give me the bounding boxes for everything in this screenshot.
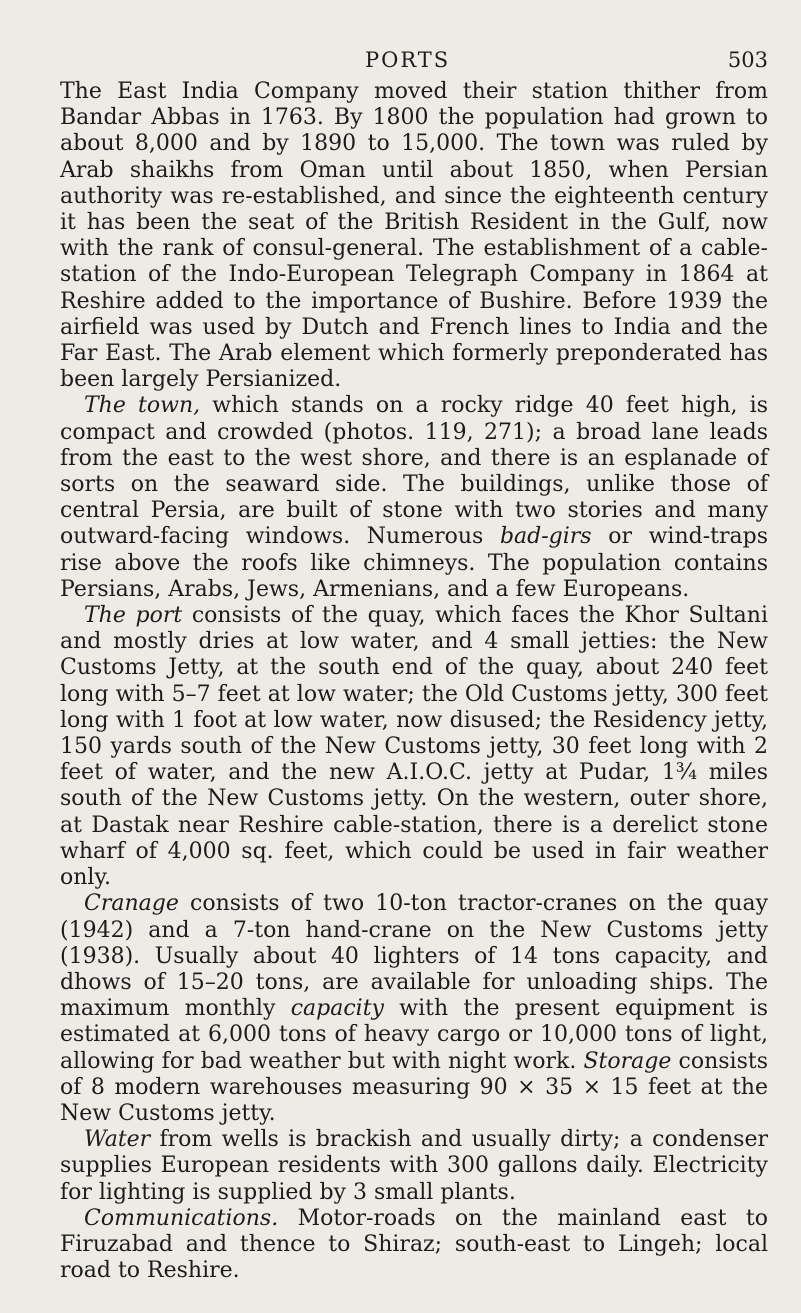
paragraph-history — [60, 79, 768, 393]
paragraph-water — [60, 1127, 768, 1206]
paragraph-text: which stands on a rocky ridge 40 feet high, is compact and crowded (photos. 119, 271); a broad lane leads from the east to the west shore, and there is an esplanade of sorts on the seaward side. The buildings, unlike those of central Persia, are built of stone with two stories and many outward-facing windows. Numerous — [60, 393, 768, 550]
paragraph-communications — [60, 1206, 768, 1285]
running-title: PORTS — [365, 48, 451, 72]
paragraph-lead: Water — [84, 1127, 151, 1153]
page-number: 503 — [727, 48, 768, 72]
running-head — [60, 48, 768, 74]
paragraph-text: with the present equipment is estimated at 6,000 tons of heavy cargo or 10,000 tons of light, allowing for bad weather but with night work. — [60, 996, 768, 1074]
paragraph-lead: The town, — [84, 393, 201, 419]
paragraph-text: consists of 8 modern warehouses measuring 90 × 35 × 15 feet at the New Customs jetty. — [60, 1048, 768, 1126]
paragraph-text: consists of the quay, which faces the Khor Sultani and mostly dries at low water, and 4 small jetties: the New Customs Jetty, at the south end of the quay, about 240 feet long with 5–7 feet at low water; the Old Customs jetty, 300 feet long with 1 foot at low water, now disused; the Residency jetty, 150 yards south of the New Customs jetty, 30 feet long with 2 feet of water, and the new A.I.O.C. jetty at Pudar, 1¾ miles south of the New Customs jetty. On the western, outer shore, at Dastak near Reshire cable-station, there is a derelict stone wharf of 4,000 sq. feet, which could be used in fair weather only. — [60, 603, 768, 891]
paragraph-cranage — [60, 891, 768, 1127]
paragraph-text: or wind-traps rise above the roofs like chimneys. The population contains Persians, Arabs, Jews, Armenians, and a few Europeans. — [60, 524, 768, 602]
italic-term: bad-girs — [499, 524, 592, 550]
paragraph-text: Motor-roads on the mainland east to Firuzabad and thence to Shiraz; south-east to Lingeh; local road to Reshire. — [60, 1205, 768, 1284]
paragraph-text: The East India Company moved their station thither from Bandar Abbas in 1763. By 1800 the population had grown to about 8,000 and by 1890 to 15,000. The town was ruled by Arab shaikhs from Oman until about 1850, when Persian authority was re-established, and since the eighteenth century it has been the seat of the British Resident in the Gulf, now with the rank of consul-general. The establishment of a cable-station of the Indo-European Telegraph Company in 1864 at Reshire added to the importance of Bushire. Before 1939 the airfield was used by Dutch and French lines to India and the Far East. The Arab element which formerly preponderated has been largely Persianized. — [60, 79, 768, 393]
paragraph-town — [60, 393, 768, 603]
paragraph-port — [60, 603, 768, 891]
paragraph-text: consists of two 10-ton tractor-cranes on the quay (1942) and a 7-ton hand-crane on the New Customs jetty (1938). Usually about 40 lighters of 14 tons capacity, and dhows of 15–20 tons, are available for unloading ships. The maximum monthly — [60, 891, 768, 1022]
paragraph-lead: Communications. — [84, 1205, 279, 1231]
paragraph-lead: The port — [84, 603, 183, 629]
paragraph-lead: Cranage — [84, 891, 179, 917]
italic-term: capacity — [290, 996, 384, 1022]
paragraph-text: from wells is brackish and usually dirty; a condenser supplies European residents with 300 gallons daily. Electricity for lighting is supplied by 3 small plants. — [60, 1127, 768, 1205]
body-text — [60, 79, 768, 1284]
italic-term: Storage — [583, 1048, 672, 1074]
